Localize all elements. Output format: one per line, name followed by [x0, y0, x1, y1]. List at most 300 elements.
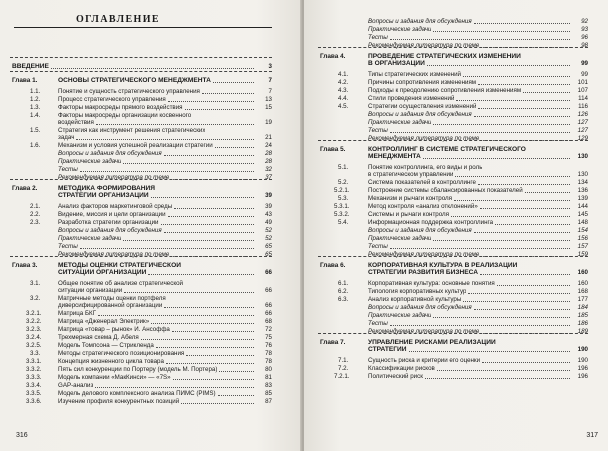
toc-section[interactable] [0, 127, 272, 141]
toc-section[interactable] [0, 295, 272, 309]
entry-page-number: 184 [577, 304, 588, 311]
entry-page-number: 136 [577, 187, 588, 194]
entry-page-number: 85 [265, 390, 272, 397]
leader-dots [186, 350, 254, 356]
entry-page-number: 177 [577, 296, 588, 303]
entry-title: Механизм и рычаги контроля [368, 195, 453, 202]
leader-dots [437, 365, 570, 371]
toc-section[interactable] [304, 87, 588, 94]
leader-dots [480, 203, 570, 209]
entry-page-number: 107 [577, 87, 588, 94]
entry-page-number: 72 [265, 326, 272, 333]
toc-appendix-item[interactable] [304, 26, 588, 33]
entry-title: Механизм и условия успешной реализации стратегии [58, 142, 213, 149]
right-folio: 317 [586, 432, 598, 439]
toc-section[interactable] [0, 398, 272, 405]
entry-title: Корпоративная культура: основные понятия [368, 280, 495, 287]
leader-dots [219, 366, 254, 372]
entry-title: Практические задачи [58, 235, 122, 242]
leader-dots [525, 187, 570, 193]
toc-introduction[interactable] [0, 63, 272, 70]
entry-page-number: 159 [577, 251, 588, 258]
leader-dots [76, 134, 254, 140]
leader-dots [166, 358, 254, 364]
entry-page-number: 52 [265, 235, 272, 242]
entry-number: 2.2. [30, 211, 41, 218]
toc-appendix-item[interactable] [304, 127, 588, 134]
toc-section[interactable] [0, 334, 272, 341]
entry-number: 6.1. [338, 280, 349, 287]
toc-appendix-item[interactable] [0, 227, 272, 234]
entry-title: КОНТРОЛЛИНГ В СИСТЕМЕ СТРАТЕГИЧЕСКОГО [368, 146, 526, 153]
leader-dots [141, 334, 254, 340]
entry-number: 2.1. [30, 203, 41, 210]
entry-title: Стратегия как инструмент решения стратегических [58, 127, 206, 134]
entry-number: Глава 6. [320, 262, 346, 269]
leader-dots [164, 302, 254, 308]
entry-title: Тесты [368, 127, 388, 134]
entry-page-number: 156 [577, 235, 588, 242]
leader-dots [123, 158, 254, 164]
toc-chapter[interactable] [304, 53, 588, 67]
entry-page-number: 75 [265, 334, 272, 341]
toc-section[interactable] [0, 142, 272, 149]
entry-title: Вопросы и задания для обсуждения [58, 227, 162, 234]
entry-title: МЕТОДЫ ОЦЕНКИ СТРАТЕГИЧЕСКОЙ [58, 262, 181, 269]
entry-page-number: 129 [577, 135, 588, 142]
entry-page-number: 134 [577, 179, 588, 186]
leader-dots [433, 235, 570, 241]
toc-section[interactable] [0, 326, 272, 333]
leader-dots [96, 119, 254, 125]
entry-title: ВВЕДЕНИЕ [12, 63, 49, 70]
entry-title: Политический риск [368, 373, 423, 380]
toc-section[interactable] [0, 104, 272, 111]
entry-title: Практические задачи [368, 312, 432, 319]
entry-number: 3.3.1. [26, 358, 42, 365]
toc-appendix-item[interactable] [304, 235, 588, 242]
entry-title: Практические задачи [368, 235, 432, 242]
entry-page-number: 160 [577, 280, 588, 287]
toc-section[interactable] [304, 219, 588, 226]
toc-section[interactable] [0, 318, 272, 325]
leader-dots [151, 192, 254, 198]
toc-section[interactable] [0, 366, 272, 373]
entry-title: Факторы макросреды прямого воздействия [58, 104, 183, 111]
entry-title: Модель Томпсона — Стрикленда [58, 342, 154, 349]
toc-chapter[interactable] [0, 77, 272, 84]
entry-number: 1.1. [30, 88, 41, 95]
entry-number: 3.3.5. [26, 390, 42, 397]
entry-title: УПРАВЛЕНИЕ РИСКАМИ РЕАЛИЗАЦИИ [368, 339, 496, 346]
entry-title: Стили проведения изменений [368, 95, 455, 102]
entry-title: Построение системы сбалансированных показателей [368, 187, 523, 194]
entry-title: Общее понятие об анализе стратегической [58, 280, 184, 287]
toc-appendix-item[interactable] [0, 235, 272, 242]
toc-section[interactable] [304, 164, 588, 178]
toc-section[interactable] [0, 211, 272, 218]
toc-appendix-item[interactable] [0, 158, 272, 165]
entry-title: Пять сил конкуренции по Портеру (модель М. Портера) [58, 366, 218, 373]
entry-title: Матрица «Дженерал Электрик» [58, 318, 150, 325]
toc-section[interactable] [304, 373, 588, 380]
leader-dots [474, 304, 570, 310]
entry-page-number: 114 [578, 95, 588, 102]
toc-section[interactable] [0, 358, 272, 365]
entry-title-continued: СТРАТЕГИИ [368, 346, 407, 353]
entry-page-number: 66 [265, 302, 272, 309]
entry-number: 5.3. [338, 195, 349, 202]
entry-page-number: 130 [577, 171, 588, 178]
entry-title: Матрица БКГ [58, 310, 96, 317]
leader-dots [80, 166, 254, 172]
entry-page-number: 116 [578, 103, 588, 110]
entry-page-number: 24 [265, 142, 272, 149]
entry-title: Вопросы и задания для обсуждения [368, 304, 472, 311]
leader-dots [474, 111, 570, 117]
leader-dots [172, 326, 254, 332]
entry-title: Рекомендуемая литература по теме [368, 135, 480, 142]
entry-title: Классификации рисков [368, 365, 435, 372]
entry-number: 3.3. [30, 350, 41, 357]
entry-title: Концепция жизненного цикла товара [58, 358, 164, 365]
entry-page-number: 32 [265, 166, 272, 173]
toc-section[interactable] [0, 112, 272, 126]
entry-number: 4.1. [338, 71, 349, 78]
entry-number: 6.2. [338, 288, 349, 295]
entry-page-number: 21 [265, 134, 272, 141]
toc-section[interactable] [0, 203, 272, 210]
leader-dots [409, 346, 570, 352]
entry-page-number: 66 [265, 310, 272, 317]
entry-page-number: 19 [265, 119, 272, 126]
chapter-separator [10, 179, 272, 180]
leader-dots [495, 219, 570, 225]
toc-section[interactable] [304, 357, 588, 364]
entry-number: Глава 4. [320, 53, 346, 60]
entry-title: Анализ корпоративной культуры [368, 296, 462, 303]
toc-appendix-item[interactable] [304, 119, 588, 126]
toc-chapter[interactable] [304, 339, 588, 353]
entry-number: 3.2.5. [26, 342, 42, 349]
toc-section[interactable] [304, 195, 588, 202]
entry-page-number: 37 [265, 174, 272, 181]
toc-section[interactable] [304, 365, 588, 372]
entry-number: 3.1. [30, 280, 41, 287]
toc-section[interactable] [0, 219, 272, 226]
entry-number: 5.3.1. [334, 203, 350, 210]
leader-dots [148, 269, 254, 275]
toc-section[interactable] [304, 203, 588, 210]
entry-page-number: 52 [265, 227, 272, 234]
entry-page-number: 157 [577, 243, 588, 250]
entry-page-number: 130 [577, 153, 588, 160]
leader-dots [161, 219, 254, 225]
toc-section[interactable] [0, 350, 272, 357]
leader-dots [123, 235, 254, 241]
entry-number: 7.2.1. [334, 373, 350, 380]
entry-page-number: 15 [265, 104, 272, 111]
entry-title: ОСНОВЫ СТРАТЕГИЧЕСКОГО МЕНЕДЖМЕНТА [58, 77, 211, 84]
entry-page-number: 92 [581, 18, 588, 25]
toc-section[interactable] [0, 374, 272, 381]
entry-title: Рекомендуемая литература по теме [58, 174, 170, 181]
entry-page-number: 78 [265, 358, 272, 365]
entry-number: 1.3. [30, 104, 41, 111]
leader-dots [425, 373, 570, 379]
entry-title-continued: задач [58, 134, 75, 141]
entry-page-number: 144 [577, 203, 588, 210]
entry-page-number: 76 [265, 342, 272, 349]
entry-number: 3.3.3. [26, 374, 42, 381]
entry-page-number: 190 [577, 357, 588, 364]
leader-dots [213, 77, 254, 83]
entry-page-number: 98 [581, 42, 588, 49]
entry-page-number: 66 [265, 287, 272, 294]
entry-page-number: 87 [265, 398, 272, 405]
entry-title: Причины сопротивления изменениям [368, 79, 477, 86]
entry-title-continued: МЕНЕДЖМЕНТА [368, 153, 421, 160]
leader-dots [482, 357, 570, 363]
entry-number: 1.5. [30, 127, 41, 134]
toc-section[interactable] [0, 390, 272, 397]
entry-page-number: 160 [577, 269, 588, 276]
entry-title: Тесты [58, 166, 78, 173]
entry-page-number: 148 [577, 219, 588, 226]
entry-page-number: 93 [581, 26, 588, 33]
entry-title: Вопросы и задания для обсуждения [368, 227, 472, 234]
entry-title: Тесты [368, 243, 388, 250]
toc-appendix-item[interactable] [304, 243, 588, 250]
entry-title: Системы и рычаги контроля [368, 211, 449, 218]
toc-appendix-item[interactable] [304, 312, 588, 319]
entry-page-number: 39 [265, 203, 272, 210]
entry-page-number: 28 [265, 150, 272, 157]
entry-title-continued: СТРАТЕГИИ ОРГАНИЗАЦИИ [58, 192, 149, 199]
toc-section[interactable] [0, 382, 272, 389]
entry-number: 3.2.2. [26, 318, 42, 325]
entry-page-number: 43 [265, 211, 272, 218]
leader-dots [218, 390, 254, 396]
leader-dots [156, 342, 254, 348]
entry-title: Рекомендуемая литература по теме [368, 251, 480, 258]
entry-number: 5.2. [338, 179, 349, 186]
toc-section[interactable] [304, 95, 588, 102]
leader-dots [454, 195, 570, 201]
entry-title: Модель делового комплексного анализа ПИМС (PIMS) [58, 390, 216, 397]
entry-page-number: 65 [265, 251, 272, 258]
entry-title: Вопросы и задания для обсуждения [368, 111, 472, 118]
entry-page-number: 196 [577, 365, 588, 372]
entry-page-number: 49 [265, 219, 272, 226]
leader-dots [185, 104, 254, 110]
entry-title: Тесты [58, 243, 78, 250]
leader-dots [181, 398, 254, 404]
entry-number: 5.3.2. [334, 211, 350, 218]
leader-dots [455, 171, 570, 177]
entry-number: 7.1. [338, 357, 349, 364]
entry-page-number: 78 [265, 350, 272, 357]
entry-page-number: 145 [577, 211, 588, 218]
entry-title: Рекомендуемая литература по теме [368, 42, 480, 49]
leader-dots [433, 312, 570, 318]
toc-appendix-item[interactable] [0, 150, 272, 157]
leader-dots [463, 296, 570, 302]
entry-page-number: 99 [581, 60, 588, 67]
entry-number: Глава 5. [320, 146, 346, 153]
leader-dots [390, 243, 570, 249]
entry-page-number: 154 [577, 227, 588, 234]
entry-title: Видение, миссия и цели организации [58, 211, 166, 218]
entry-title: Модель компании «МакКинси» — «7S» [58, 374, 171, 381]
entry-title-continued: В ОРГАНИЗАЦИИ [368, 60, 425, 67]
toc-section[interactable] [304, 187, 588, 194]
toc-section[interactable] [0, 88, 272, 95]
entry-number: Глава 1. [12, 77, 38, 84]
entry-title: ПРОВЕДЕНИЕ СТРАТЕГИЧЕСКИХ ИЗМЕНЕНИЙ [368, 53, 521, 60]
leader-dots [390, 320, 570, 326]
chapter-separator [318, 256, 588, 257]
entry-page-number: 189 [577, 328, 588, 335]
entry-page-number: 96 [581, 34, 588, 41]
entry-title: Тесты [368, 34, 388, 41]
toc-appendix-item[interactable] [0, 243, 272, 250]
entry-title: Матричные методы оценки портфеля [58, 295, 166, 302]
entry-number: 5.4. [338, 219, 349, 226]
entry-page-number: 101 [577, 79, 588, 86]
toc-section[interactable] [304, 79, 588, 86]
toc-section[interactable] [304, 280, 588, 287]
entry-title: Процесс стратегического управления [58, 96, 166, 103]
leader-dots [164, 150, 254, 156]
leader-dots [523, 87, 570, 93]
entry-title: Информационная поддержка контроллинга [368, 219, 494, 226]
entry-page-number: 13 [265, 96, 272, 103]
entry-page-number: 185 [577, 312, 588, 319]
right-page [304, 0, 608, 451]
leader-dots [497, 280, 570, 286]
entry-title: Рекомендуемая литература по теме [368, 328, 480, 335]
toc-section[interactable] [304, 71, 588, 78]
toc-appendix-item[interactable] [0, 166, 272, 173]
toc-appendix-item[interactable] [304, 227, 588, 234]
entry-number: 2.3. [30, 219, 41, 226]
entry-title-continued: в стратегическом управлении [368, 171, 454, 178]
entry-number: 3.2.4. [26, 334, 42, 341]
leader-dots [124, 287, 254, 293]
toc-appendix-item[interactable] [304, 18, 588, 25]
entry-number: 3.2.3. [26, 326, 42, 333]
entry-title: Тесты [368, 320, 388, 327]
toc-section[interactable] [0, 342, 272, 349]
entry-title: Практические задачи [368, 119, 432, 126]
toc-appendix-item[interactable] [304, 320, 588, 327]
entry-title: Матрица «товар – рынок» И. Ансоффа [58, 326, 170, 333]
title-rule [14, 27, 272, 28]
entry-number: Глава 3. [12, 262, 38, 269]
leader-dots [151, 318, 254, 324]
toc-appendix-item[interactable] [304, 34, 588, 41]
toc-section[interactable] [0, 310, 272, 317]
entry-title: Факторы макросреды организации косвенного [58, 112, 192, 119]
entry-title: Метод контроля «анализ отклонений» [368, 203, 478, 210]
entry-title: Разработка стратегии организации [58, 219, 159, 226]
entry-page-number: 99 [581, 71, 588, 78]
toc-section[interactable] [304, 288, 588, 295]
toc-section[interactable] [304, 179, 588, 186]
toc-appendix-item[interactable] [304, 111, 588, 118]
left-folio: 316 [16, 432, 28, 439]
entry-number: 4.4. [338, 95, 349, 102]
entry-title: КОРПОРАТИВНАЯ КУЛЬТУРА В РЕАЛИЗАЦИИ [368, 262, 518, 269]
toc-chapter[interactable] [304, 146, 588, 160]
toc-section[interactable] [0, 96, 272, 103]
entry-page-number: 80 [265, 366, 272, 373]
entry-number: 7.2. [338, 365, 349, 372]
entry-page-number: 196 [577, 373, 588, 380]
toc-title: ОГЛАВЛЕНИЕ [76, 14, 160, 25]
toc-section[interactable] [304, 296, 588, 303]
entry-number: 3.3.4. [26, 382, 42, 389]
entry-page-number: 65 [265, 243, 272, 250]
leader-dots [468, 288, 570, 294]
entry-number: Глава 2. [12, 185, 38, 192]
entry-title-continued: СИТУАЦИИ ОРГАНИЗАЦИИ [58, 269, 147, 276]
toc-chapter[interactable] [0, 262, 272, 276]
entry-title: Методы стратегического позиционирования [58, 350, 185, 357]
entry-title: Понятие контроллинга, его виды и роль [368, 164, 483, 171]
entry-page-number: 186 [577, 320, 588, 327]
entry-number: 1.6. [30, 142, 41, 149]
entry-page-number: 83 [265, 382, 272, 389]
entry-page-number: 168 [577, 288, 588, 295]
entry-title: Типология корпоративных культур [368, 288, 467, 295]
toc-section[interactable] [304, 103, 588, 110]
toc-appendix-item[interactable] [304, 304, 588, 311]
entry-page-number: 190 [577, 346, 588, 353]
leader-dots [451, 211, 570, 217]
entry-number: 4.5. [338, 103, 349, 110]
leader-dots [433, 119, 570, 125]
toc-section[interactable] [304, 211, 588, 218]
entry-number: 1.2. [30, 96, 41, 103]
entry-number: 4.3. [338, 87, 349, 94]
entry-number: 1.4. [30, 112, 41, 119]
entry-title-continued: СТРАТЕГИИ РАЗВИТИЯ БИЗНЕСА [368, 269, 479, 276]
leader-dots [423, 153, 570, 159]
leader-dots [456, 95, 570, 101]
leader-dots [474, 227, 570, 233]
entry-page-number: 127 [577, 119, 588, 126]
toc-section[interactable] [0, 280, 272, 294]
left-page [0, 0, 302, 451]
entry-title: GAP-анализ [58, 382, 94, 389]
entry-page-number: 66 [265, 269, 272, 276]
toc-chapter[interactable] [304, 262, 588, 276]
entry-page-number: 39 [265, 192, 272, 199]
leader-dots [427, 60, 570, 66]
entry-title: Система показателей в контроллинге [368, 179, 476, 186]
entry-number: 5.1. [338, 164, 349, 171]
toc-chapter[interactable] [0, 185, 272, 199]
entry-number: Глава 7. [320, 339, 346, 346]
leader-dots [390, 34, 570, 40]
entry-number: 6.3. [338, 296, 349, 303]
entry-title: Понятие и сущность стратегического управления [58, 88, 200, 95]
leader-dots [98, 310, 254, 316]
chapter-separator [10, 256, 272, 257]
leader-dots [173, 374, 254, 380]
